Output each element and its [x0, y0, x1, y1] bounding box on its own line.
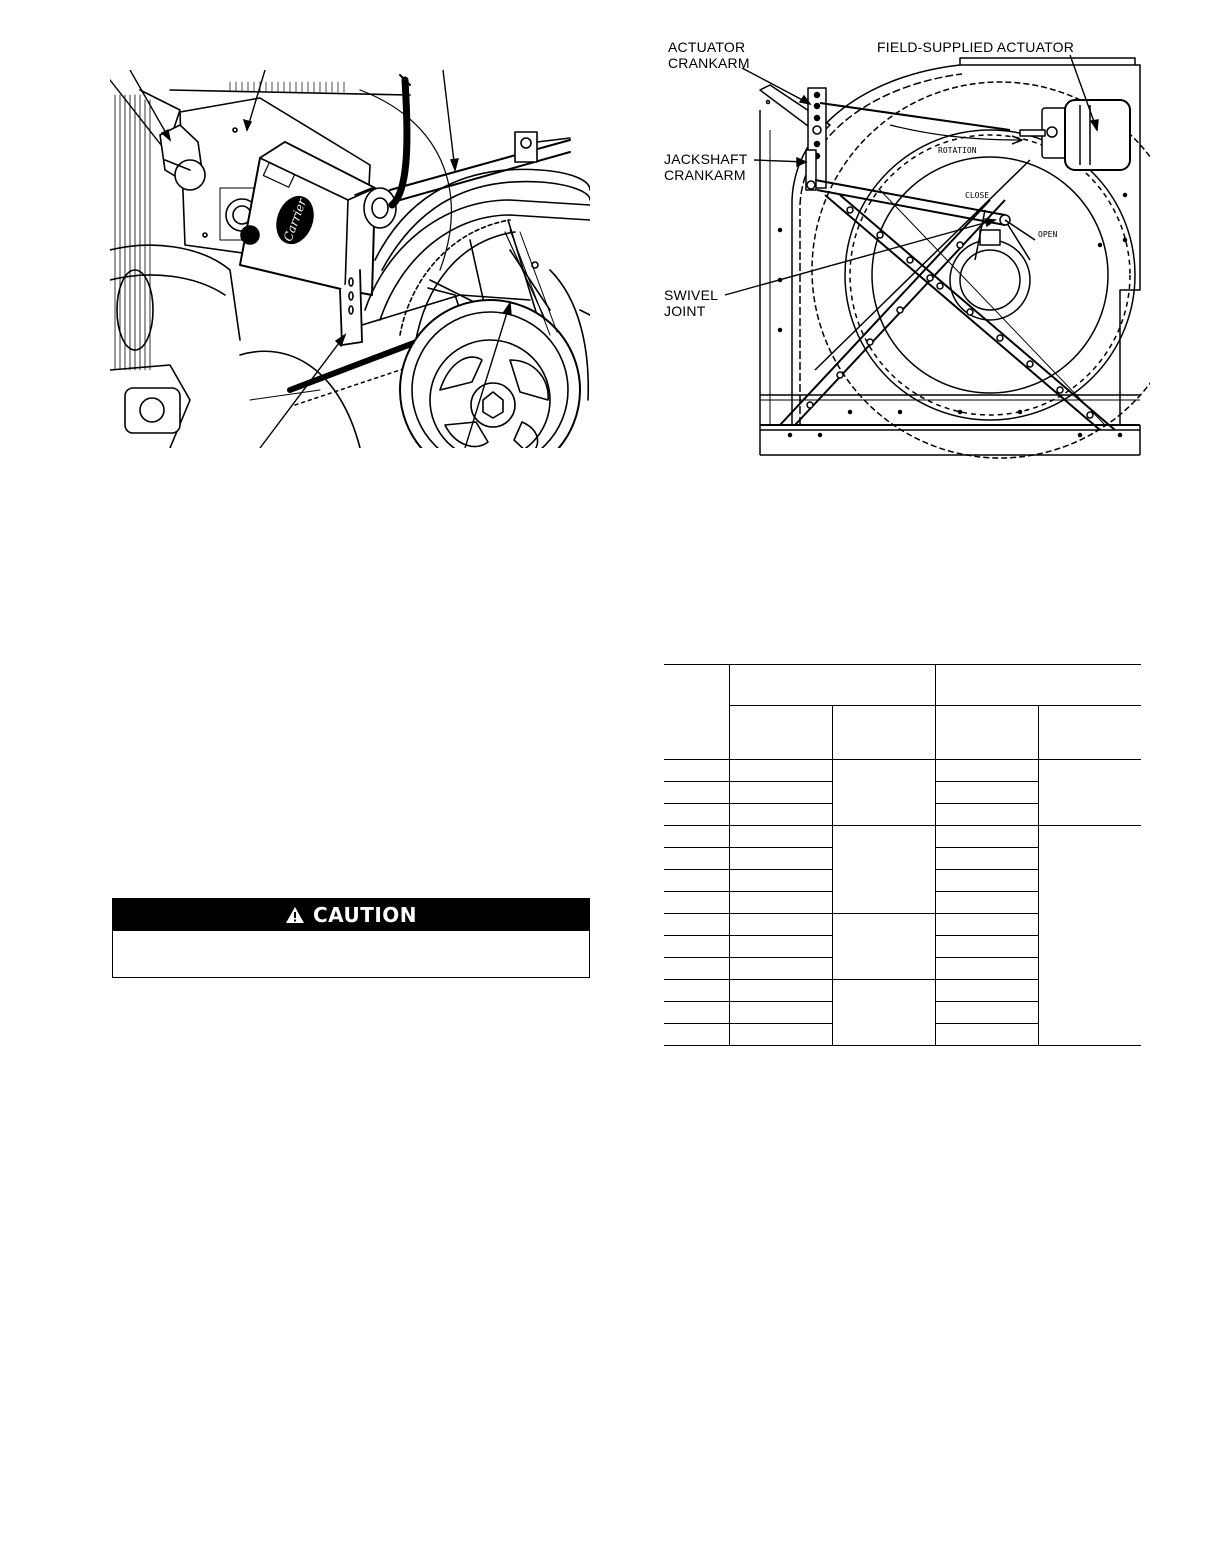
table-cell [935, 782, 1038, 804]
header-cell [935, 706, 1038, 760]
table-cell [832, 760, 935, 826]
table-cell [935, 958, 1038, 980]
spec-table [664, 664, 1141, 1046]
field-supplied-actuator-label: FIELD-SUPPLIED ACTUATOR [877, 39, 1075, 55]
damper-linkage-drawing [660, 30, 1150, 460]
table-cell [729, 914, 832, 936]
table-cell [832, 914, 935, 980]
table-row [664, 826, 1141, 848]
table-cell [1038, 760, 1141, 826]
table-cell [935, 936, 1038, 958]
warning-triangle-icon [285, 906, 305, 924]
table-subheader-row [664, 706, 1141, 760]
table-cell [935, 826, 1038, 848]
table-cell [935, 1024, 1038, 1046]
table-cell [729, 760, 832, 782]
carrier-logo-text: Carrier [280, 196, 310, 244]
table-cell [935, 804, 1038, 826]
actuator-crankarm-label-line1: ACTUATOR [668, 39, 746, 55]
actuator-crankarm-label-line2: CRANKARM [668, 55, 750, 71]
jackshaft-crankarm-label-line2: CRANKARM [664, 167, 746, 183]
table-cell [935, 760, 1038, 782]
actuator-crankarm-label [668, 39, 750, 71]
actuator-installation-drawing [110, 70, 590, 448]
swivel-joint-label [664, 287, 718, 319]
table-cell [729, 804, 832, 826]
table-cell [729, 870, 832, 892]
rotation-label: ROTATION [938, 146, 977, 155]
header-cell [664, 665, 729, 760]
table-row [664, 760, 1141, 782]
table-cell [664, 760, 729, 782]
table-cell [729, 958, 832, 980]
table-cell [664, 1024, 729, 1046]
table-cell [935, 1002, 1038, 1024]
table-cell [664, 870, 729, 892]
table-cell [935, 892, 1038, 914]
caution-body [113, 931, 589, 977]
table-cell [664, 936, 729, 958]
table-cell [664, 848, 729, 870]
jackshaft-crankarm-label-line1: JACKSHAFT [664, 151, 748, 167]
header-cell [832, 706, 935, 760]
table-cell [664, 958, 729, 980]
caution-box [112, 898, 590, 978]
table-cell [664, 804, 729, 826]
table-cell [664, 914, 729, 936]
header-cell [729, 706, 832, 760]
table-cell [832, 826, 935, 914]
caution-title: CAUTION [312, 903, 418, 927]
table-cell [832, 980, 935, 1046]
table-cell [664, 826, 729, 848]
table-cell [664, 1002, 729, 1024]
table-cell [664, 782, 729, 804]
table-cell [729, 1002, 832, 1024]
table-cell [664, 980, 729, 1002]
table-cell [729, 826, 832, 848]
table-header-row [664, 665, 1141, 706]
table-cell [729, 936, 832, 958]
table-cell [664, 892, 729, 914]
right-figure-damper-linkage [660, 30, 1150, 460]
swivel-joint-label-line2: JOINT [664, 303, 706, 319]
header-cell [1038, 706, 1141, 760]
table-cell [935, 870, 1038, 892]
header-group-cell [935, 665, 1141, 706]
table-cell [729, 848, 832, 870]
header-group-cell [729, 665, 935, 706]
table-cell [935, 980, 1038, 1002]
caution-header [113, 899, 589, 931]
close-label: CLOSE [965, 191, 990, 200]
table-cell [729, 892, 832, 914]
table-cell [729, 1024, 832, 1046]
table-cell [935, 848, 1038, 870]
table-cell [729, 782, 832, 804]
swivel-joint-label-line1: SWIVEL [664, 287, 719, 303]
table-cell [1038, 826, 1141, 1046]
left-figure-actuator-installation [110, 70, 590, 448]
jackshaft-crankarm-label [664, 151, 747, 183]
open-label: OPEN [1038, 230, 1058, 239]
table-cell [935, 914, 1038, 936]
table-cell [729, 980, 832, 1002]
coil-fins [115, 95, 150, 370]
